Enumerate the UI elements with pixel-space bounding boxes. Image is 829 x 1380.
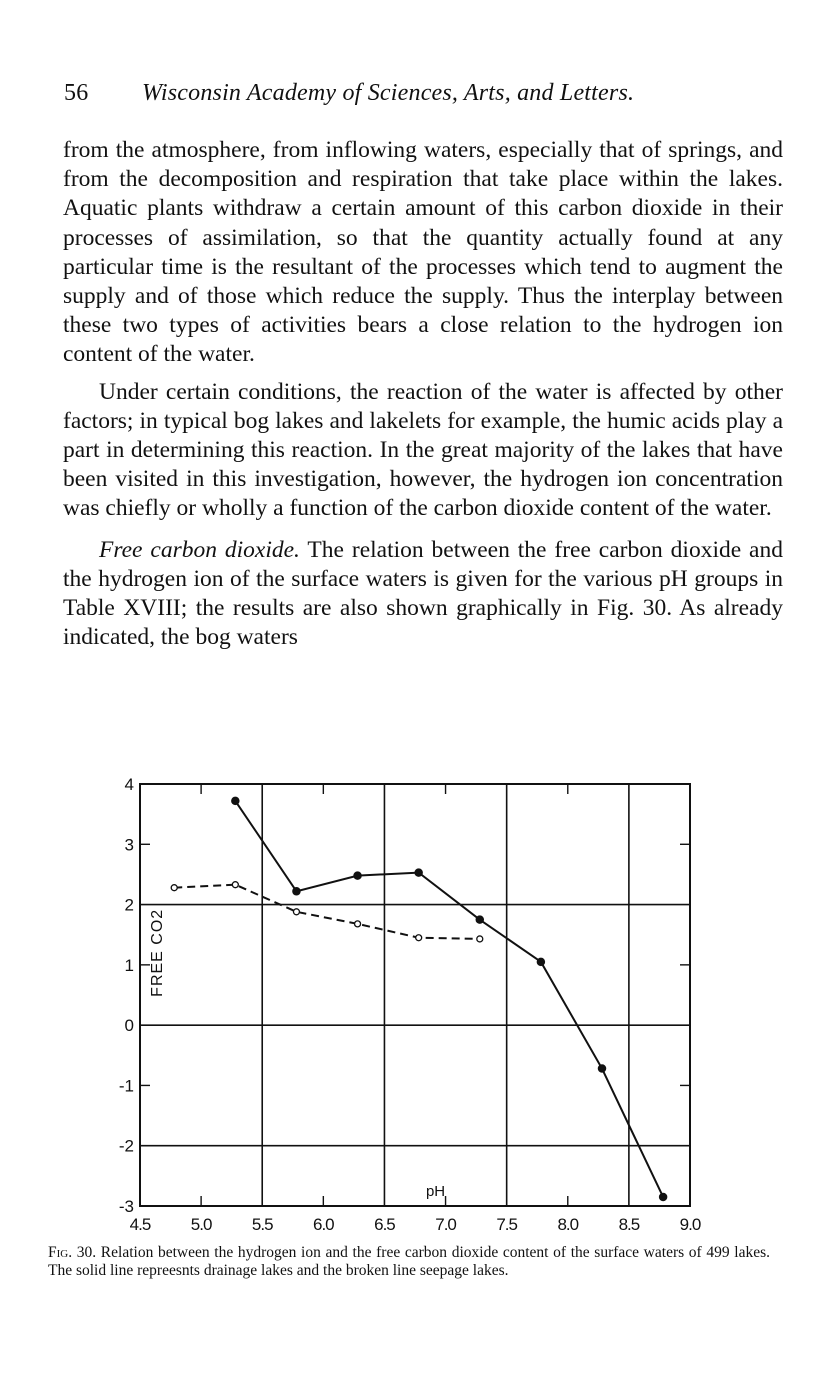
tick-marks — [140, 784, 690, 1206]
caption-text: Relation between the hydrogen ion and the free carbon dioxide content of the surface waters of 499 lakes. The solid line repreesnts drainage lakes and the broken line seepage lakes. — [48, 1244, 770, 1279]
x-tick-label: 5.0 — [190, 1215, 212, 1234]
data-point-filled — [415, 869, 422, 876]
paragraph-1: from the atmosphere, from inflowing waters, especially that of springs, and from the decomposition and respiration that take place within the lakes. Aquatic plants withdraw a certain amount of this carbon dioxide in their processes of assimilation, so that the quantity actually found at any particular time is the resultant of the processes which tend to augment the supply and of those which reduce the supply. Thus the interplay between these two types of activities bears a close relation to the hydrogen ion content of the water. — [63, 137, 783, 368]
y-tick-label: -2 — [118, 1136, 134, 1156]
running-header — [64, 80, 784, 107]
data-point-filled — [232, 797, 239, 804]
x-tick-label: 7.5 — [496, 1215, 517, 1234]
plot-frame — [140, 784, 690, 1206]
data-point-filled — [293, 888, 300, 895]
x-tick-labels — [130, 1215, 701, 1234]
data-point-open — [293, 909, 299, 915]
y-tick-labels — [119, 775, 134, 1216]
paragraph-3 — [63, 536, 783, 653]
data-point-open — [355, 921, 361, 927]
page-number: 56 — [64, 80, 89, 106]
y-tick-label: 4 — [124, 775, 134, 794]
x-tick-label: 9.0 — [679, 1215, 701, 1234]
paragraph-2: Under certain conditions, the reaction of the water is affected by other factors; in typical bog lakes and lakelets for example, the humic acids play a part in determining this reaction. In the great majority of the lakes that have been visited in this investigation, however, the hydrogen ion concentration was chiefly or wholly a function of the carbon dioxide content of the water. — [63, 378, 783, 522]
data-point-open — [232, 882, 238, 888]
running-title: Wisconsin Academy of Sciences, Arts, and Letters. — [142, 80, 635, 106]
x-tick-label: 6.5 — [374, 1215, 395, 1234]
y-axis-label: FREE CO2 — [149, 908, 166, 997]
x-tick-label: 4.5 — [129, 1215, 151, 1234]
x-tick-label: 7.0 — [435, 1215, 456, 1234]
run-in-heading: Free carbon dioxide. — [99, 536, 300, 563]
caption-label: Fig. 30. — [48, 1244, 97, 1261]
chart-svg — [0, 760, 829, 1240]
y-tick-label: 0 — [124, 1016, 134, 1036]
paragraph-3-text: The relation between the free carbon dioxide and the hydrogen ion of the surface waters is given for the various pH groups in Table XVIII; the results are also shown graphically in Fig. 30. As already indicated, the bog waters — [63, 536, 783, 651]
x-axis-label: pH — [425, 1183, 446, 1200]
y-tick-label: 3 — [124, 835, 134, 855]
x-tick-label: 6.0 — [313, 1215, 334, 1234]
y-tick-label: 2 — [124, 895, 134, 915]
x-tick-label: 5.5 — [251, 1215, 273, 1234]
data-point-open — [416, 935, 422, 941]
figure-caption — [48, 1244, 770, 1280]
data-series — [171, 797, 666, 1200]
x-tick-label: 8.0 — [557, 1215, 579, 1234]
data-point-open — [477, 936, 483, 942]
x-tick-label: 8.5 — [618, 1215, 640, 1234]
y-tick-label: -1 — [118, 1076, 134, 1096]
data-point-filled — [537, 958, 544, 965]
body-text — [63, 136, 783, 652]
series-line-broken — [174, 885, 480, 939]
y-tick-label: -3 — [118, 1197, 134, 1216]
data-point-filled — [660, 1193, 667, 1200]
series-line-solid — [235, 801, 663, 1197]
figure-30 — [0, 760, 829, 1240]
data-point-open — [171, 885, 177, 891]
data-point-filled — [476, 916, 483, 923]
data-point-filled — [598, 1065, 605, 1072]
grid-lines — [140, 784, 690, 1206]
data-point-filled — [354, 872, 361, 879]
y-tick-label: 1 — [124, 955, 134, 975]
